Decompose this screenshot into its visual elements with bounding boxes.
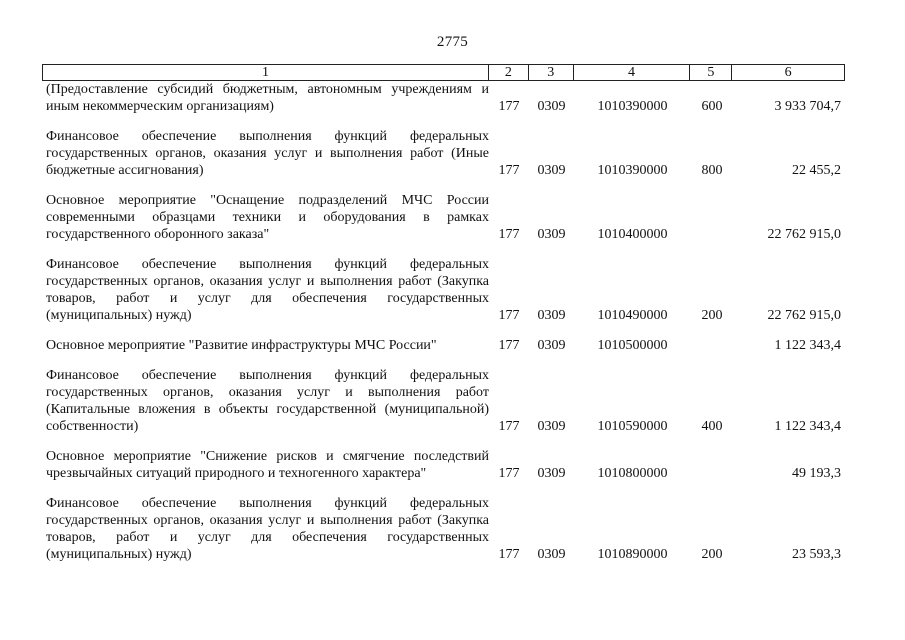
row-amount: 23 593,3 bbox=[792, 547, 841, 562]
header-col-4: 4 bbox=[574, 65, 691, 80]
header-col-6: 6 bbox=[784, 64, 792, 80]
row-amount: 22 455,2 bbox=[792, 163, 841, 178]
row-col-5: 400 bbox=[701, 419, 723, 434]
header-col-5: 5 bbox=[690, 65, 732, 80]
table-row bbox=[42, 337, 845, 354]
table-row bbox=[42, 128, 845, 179]
header-col-1: 1 bbox=[43, 65, 489, 80]
row-col-2: 177 bbox=[498, 308, 520, 323]
table-row bbox=[42, 448, 845, 482]
row-description: Основное мероприятие "Снижение рисков и смягчение последствий чрезвычайных ситуаций природного и техногенного характера" bbox=[46, 449, 489, 481]
row-amount: 1 122 343,4 bbox=[774, 338, 841, 353]
row-col-2: 177 bbox=[498, 163, 520, 178]
page-number: 2775 bbox=[436, 34, 469, 50]
row-col-3: 0309 bbox=[537, 308, 566, 323]
row-description: Финансовое обеспечение выполнения функций федеральных государственных органов, оказания услуг и выполнения работ (Закупка товаров, работ и услуг для обеспечения государственных (муниципальных) нужд) bbox=[46, 257, 489, 323]
row-col-3: 0309 bbox=[537, 547, 566, 562]
row-col-4: 1010800000 bbox=[597, 466, 668, 481]
row-description: Финансовое обеспечение выполнения функций федеральных государственных органов, оказания услуг и выполнения работ (Иные бюджетные ассигнования) bbox=[46, 129, 489, 178]
row-col-5: 600 bbox=[701, 99, 723, 114]
row-description: Основное мероприятие "Развитие инфраструктуры МЧС России" bbox=[46, 338, 437, 353]
row-col-2: 177 bbox=[498, 419, 520, 434]
table-row bbox=[42, 256, 845, 324]
table-header bbox=[42, 64, 845, 81]
row-col-4: 1010390000 bbox=[597, 163, 668, 178]
row-col-3: 0309 bbox=[537, 466, 566, 481]
row-col-2: 177 bbox=[498, 547, 520, 562]
row-amount: 22 762 915,0 bbox=[767, 308, 841, 323]
row-col-3: 0309 bbox=[537, 338, 566, 353]
row-col-2: 177 bbox=[498, 99, 520, 114]
row-col-3: 0309 bbox=[537, 163, 566, 178]
row-col-5: 800 bbox=[701, 163, 723, 178]
row-amount: 49 193,3 bbox=[792, 466, 841, 481]
row-col-4: 1010890000 bbox=[597, 547, 668, 562]
row-col-2: 177 bbox=[498, 338, 520, 353]
header-col-3: 3 bbox=[529, 65, 574, 80]
row-col-5: 200 bbox=[701, 547, 723, 562]
row-col-4: 1010500000 bbox=[597, 338, 668, 353]
row-col-3: 0309 bbox=[537, 419, 566, 434]
row-col-4: 1010390000 bbox=[597, 99, 668, 114]
row-amount: 3 933 704,7 bbox=[774, 99, 841, 114]
row-col-2: 177 bbox=[498, 466, 520, 481]
row-description: Финансовое обеспечение выполнения функций федеральных государственных органов, оказания услуг и выполнения работ (Закупка товаров, работ и услуг для обеспечения государственных (муниципальных) нужд) bbox=[46, 496, 489, 562]
row-col-4: 1010400000 bbox=[597, 227, 668, 242]
row-amount: 22 762 915,0 bbox=[767, 227, 841, 242]
table-row bbox=[42, 367, 845, 435]
row-amount: 1 122 343,4 bbox=[774, 419, 841, 434]
table-row bbox=[42, 495, 845, 563]
row-description: Основное мероприятие "Оснащение подразделений МЧС России современными образцами техники и оборудования в рамках государственного оборонного заказа" bbox=[46, 193, 489, 242]
row-col-4: 1010490000 bbox=[597, 308, 668, 323]
row-col-4: 1010590000 bbox=[597, 419, 668, 434]
header-col-2: 2 bbox=[489, 65, 529, 80]
row-col-3: 0309 bbox=[537, 227, 566, 242]
table-row bbox=[42, 192, 845, 243]
row-col-5: 200 bbox=[701, 308, 723, 323]
table-body bbox=[42, 81, 845, 563]
table-row bbox=[42, 81, 845, 115]
row-description: (Предоставление субсидий бюджетным, автономным учреждениям и иным некоммерческим организациям) bbox=[46, 82, 489, 114]
row-col-3: 0309 bbox=[537, 99, 566, 114]
row-col-2: 177 bbox=[498, 227, 520, 242]
row-description: Финансовое обеспечение выполнения функций федеральных государственных органов, оказания услуг и выполнения работ (Капитальные вложения в объекты государственной (муниципальной) собственности) bbox=[46, 368, 489, 434]
